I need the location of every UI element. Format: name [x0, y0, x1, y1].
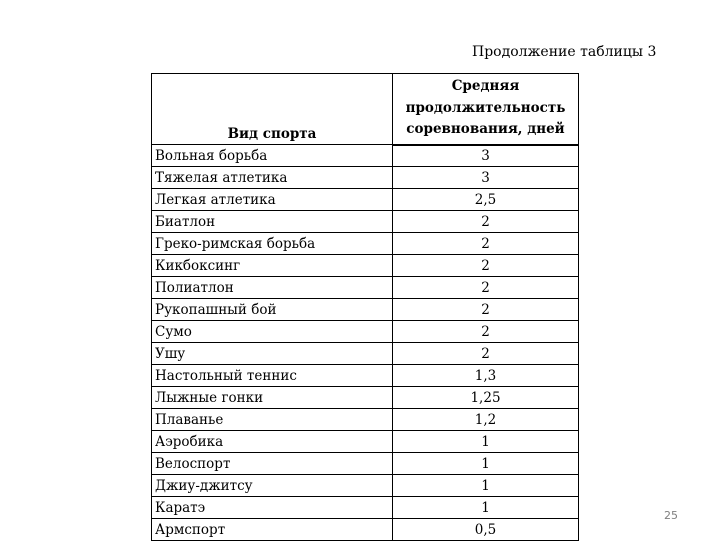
table-row [152, 519, 579, 541]
table-row [152, 211, 579, 233]
duration-cell: 2 [393, 299, 579, 321]
duration-cell: 2 [393, 277, 579, 299]
table-row [152, 343, 579, 365]
table-row [152, 233, 579, 255]
header-duration-line: Средняя [451, 78, 520, 94]
duration-cell: 2 [393, 255, 579, 277]
sport-name-cell: Джиу-джитсу [152, 475, 393, 497]
table-row [152, 387, 579, 409]
duration-cell: 1 [393, 497, 579, 519]
sport-name-cell: Рукопашный бой [152, 299, 393, 321]
duration-cell: 3 [393, 167, 579, 189]
table-row [152, 299, 579, 321]
sport-name-cell: Кикбоксинг [152, 255, 393, 277]
table-row [152, 475, 579, 497]
sport-name-cell: Тяжелая атлетика [152, 167, 393, 189]
table-row [152, 365, 579, 387]
table-row [152, 409, 579, 431]
duration-cell: 3 [393, 145, 579, 167]
table-row [152, 497, 579, 519]
sport-name-cell: Плаванье [152, 409, 393, 431]
table-row [152, 453, 579, 475]
sport-name-cell: Аэробика [152, 431, 393, 453]
header-duration-line: продолжительность [405, 99, 566, 116]
header-sport: Вид спорта [152, 74, 393, 145]
duration-cell: 1,3 [393, 365, 579, 387]
duration-cell: 2,5 [393, 189, 579, 211]
table-row [152, 167, 579, 189]
duration-cell: 0,5 [393, 519, 579, 541]
duration-cell: 2 [393, 211, 579, 233]
table-row [152, 431, 579, 453]
table-row [152, 255, 579, 277]
sport-name-cell: Лыжные гонки [152, 387, 393, 409]
sport-name-cell: Сумо [152, 321, 393, 343]
duration-cell: 1 [393, 431, 579, 453]
duration-cell: 2 [393, 233, 579, 255]
sport-name-cell: Греко-римская борьба [152, 233, 393, 255]
sport-name-cell: Армспорт [152, 519, 393, 541]
sport-name-cell: Настольный теннис [152, 365, 393, 387]
sport-name-cell: Вольная борьба [152, 145, 393, 167]
duration-cell: 2 [393, 321, 579, 343]
table-row [152, 277, 579, 299]
duration-cell: 2 [393, 343, 579, 365]
header-duration-line: соревнования, дней [406, 121, 565, 137]
table-body [152, 145, 579, 541]
duration-cell: 1,2 [393, 409, 579, 431]
sport-name-cell: Легкая атлетика [152, 189, 393, 211]
sport-name-cell: Ушу [152, 343, 393, 365]
table-header-row [152, 74, 579, 145]
sport-name-cell: Каратэ [152, 497, 393, 519]
page-number: 25 [664, 509, 678, 522]
header-duration [393, 74, 579, 145]
table-row [152, 145, 579, 167]
sports-duration-table [151, 73, 579, 541]
sport-name-cell: Полиатлон [152, 277, 393, 299]
duration-cell: 1,25 [393, 387, 579, 409]
table-row [152, 189, 579, 211]
table-row [152, 321, 579, 343]
duration-cell: 1 [393, 453, 579, 475]
sport-name-cell: Биатлон [152, 211, 393, 233]
duration-cell: 1 [393, 475, 579, 497]
table-caption: Продолжение таблицы 3 [472, 44, 657, 60]
sport-name-cell: Велоспорт [152, 453, 393, 475]
